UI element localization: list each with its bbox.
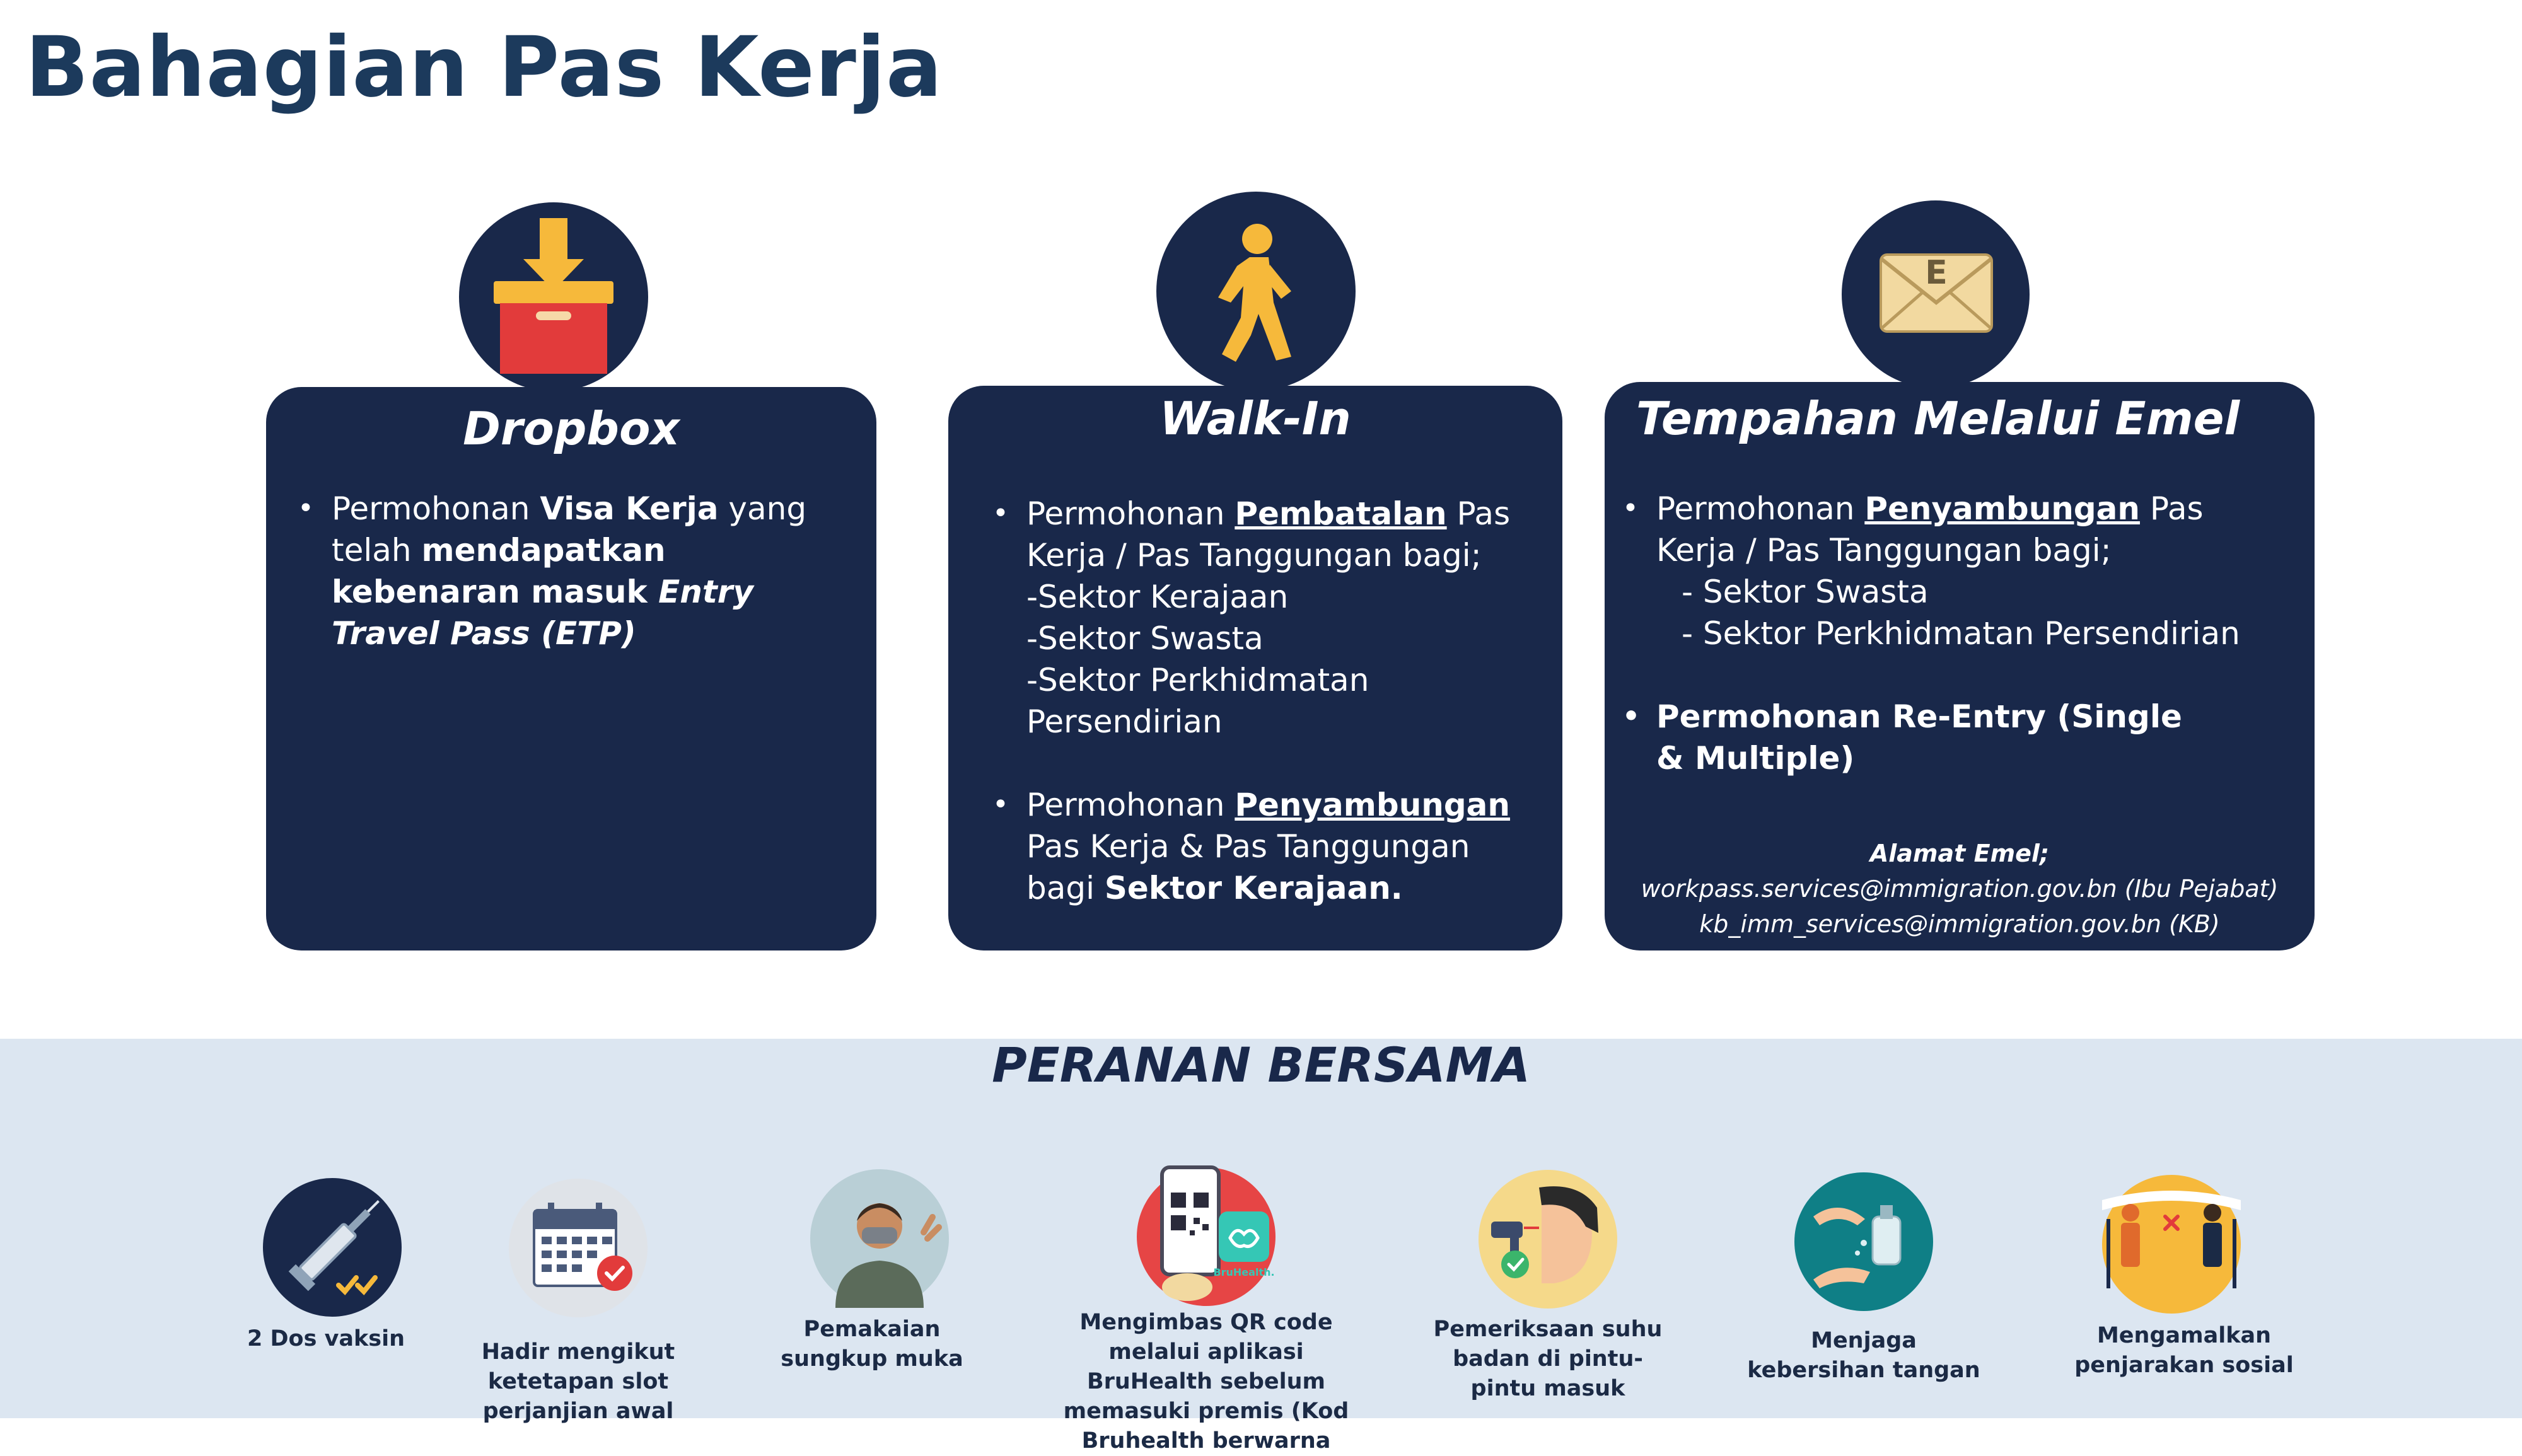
text-bold: Sektor Kerajaan. xyxy=(1104,870,1403,906)
role-label: Mengimbas QR code melalui aplikasi BruHealth sebelum memasuki premis (Kod Bruhealth berwarna xyxy=(1063,1310,1349,1453)
email-card-title: Tempahan Melalui Emel xyxy=(1636,392,2240,445)
role-label: Hadir mengikut ketetapan slot perjanjian awal xyxy=(481,1339,675,1424)
dropbox-bullet-1 xyxy=(298,488,852,654)
syringe-icon xyxy=(263,1178,402,1317)
email-bullet-1 xyxy=(1622,488,2291,654)
email-card-body xyxy=(1622,488,2291,779)
text: Pas Kerja / Pas Tanggungan bagi; xyxy=(1656,490,2204,569)
bruhealth-logo-text: BruHealth. xyxy=(1213,1266,1275,1278)
thermometer-icon xyxy=(1479,1170,1617,1309)
role-label: 2 Dos vaksin xyxy=(247,1326,405,1351)
email-address-block xyxy=(1605,836,2315,942)
text-bold: mendapatkan kebenaran masuk xyxy=(332,532,666,610)
text-bold-italic: Entry Travel Pass (ETP) xyxy=(332,574,754,652)
text-underlined: Penyambungan xyxy=(1864,490,2141,527)
text-underlined: Penyambungan xyxy=(1235,787,1511,823)
sub-item: -Sektor Kerajaan xyxy=(1026,579,1289,615)
social-distance-icon xyxy=(2102,1175,2241,1314)
text: Permohonan xyxy=(1026,495,1235,532)
dropbox-card-body xyxy=(298,488,852,654)
text-bold: Permohonan Re-Entry (Single & Multiple) xyxy=(1656,698,2182,777)
walkin-bullet-2 xyxy=(992,784,1547,909)
calendar-icon xyxy=(509,1179,648,1317)
text: Permohonan xyxy=(1026,787,1235,823)
email-envelope-icon xyxy=(1842,200,2030,388)
text: Permohonan xyxy=(332,490,540,527)
roles-title: PERANAN BERSAMA xyxy=(992,1037,1530,1093)
walkin-card-body xyxy=(992,493,1547,909)
email-card xyxy=(1605,382,2315,950)
walkin-bullet-1 xyxy=(992,493,1547,742)
sub-item: -Sektor Swasta xyxy=(1026,620,1264,657)
mask-person-icon xyxy=(810,1169,949,1308)
email-address-heading: Alamat Emel; xyxy=(1869,840,2050,867)
role-label: Mengamalkan penjarakan sosial xyxy=(2074,1323,2294,1378)
text: Pas Kerja / Pas Tanggungan bagi; xyxy=(1026,495,1511,574)
walkin-card-title: Walk-In xyxy=(1159,392,1351,445)
sub-item: - Sektor Perkhidmatan Persendirian xyxy=(1682,615,2240,652)
hand-sanitizer-icon xyxy=(1794,1172,1933,1311)
text-bold: Visa Kerja xyxy=(540,490,719,527)
page-title: Bahagian Pas Kerja xyxy=(25,19,943,116)
email-bullet-2 xyxy=(1622,696,2199,779)
role-label: Pemeriksaan suhu badan di pintu-pintu masuk xyxy=(1433,1317,1663,1401)
text: Pas Kerja & Pas Tanggungan bagi xyxy=(1026,828,1470,906)
text: yang telah xyxy=(332,490,807,569)
sub-item: - Sektor Swasta xyxy=(1682,574,1929,610)
dropbox-icon xyxy=(459,202,648,391)
walkin-card xyxy=(948,386,1562,950)
role-label: Pemakaian sungkup muka xyxy=(781,1317,963,1372)
walking-person-icon xyxy=(1156,192,1356,391)
dropbox-card-title: Dropbox xyxy=(463,402,680,455)
text-underlined: Pembatalan xyxy=(1235,495,1447,532)
qr-phone-icon xyxy=(1137,1167,1276,1306)
email-address-link[interactable]: workpass.services@immigration.gov.bn (Ibu Pejabat) xyxy=(1641,875,2279,903)
text: Permohonan xyxy=(1656,490,1865,527)
svg-text:E: E xyxy=(1925,254,1948,292)
email-address-link[interactable]: kb_imm_services@immigration.gov.bn (KB) xyxy=(1699,910,2220,938)
sub-item: -Sektor Perkhidmatan Persendirian xyxy=(1026,662,1369,740)
role-label: Menjaga kebersihan tangan xyxy=(1747,1328,1980,1383)
dropbox-card xyxy=(266,387,876,950)
